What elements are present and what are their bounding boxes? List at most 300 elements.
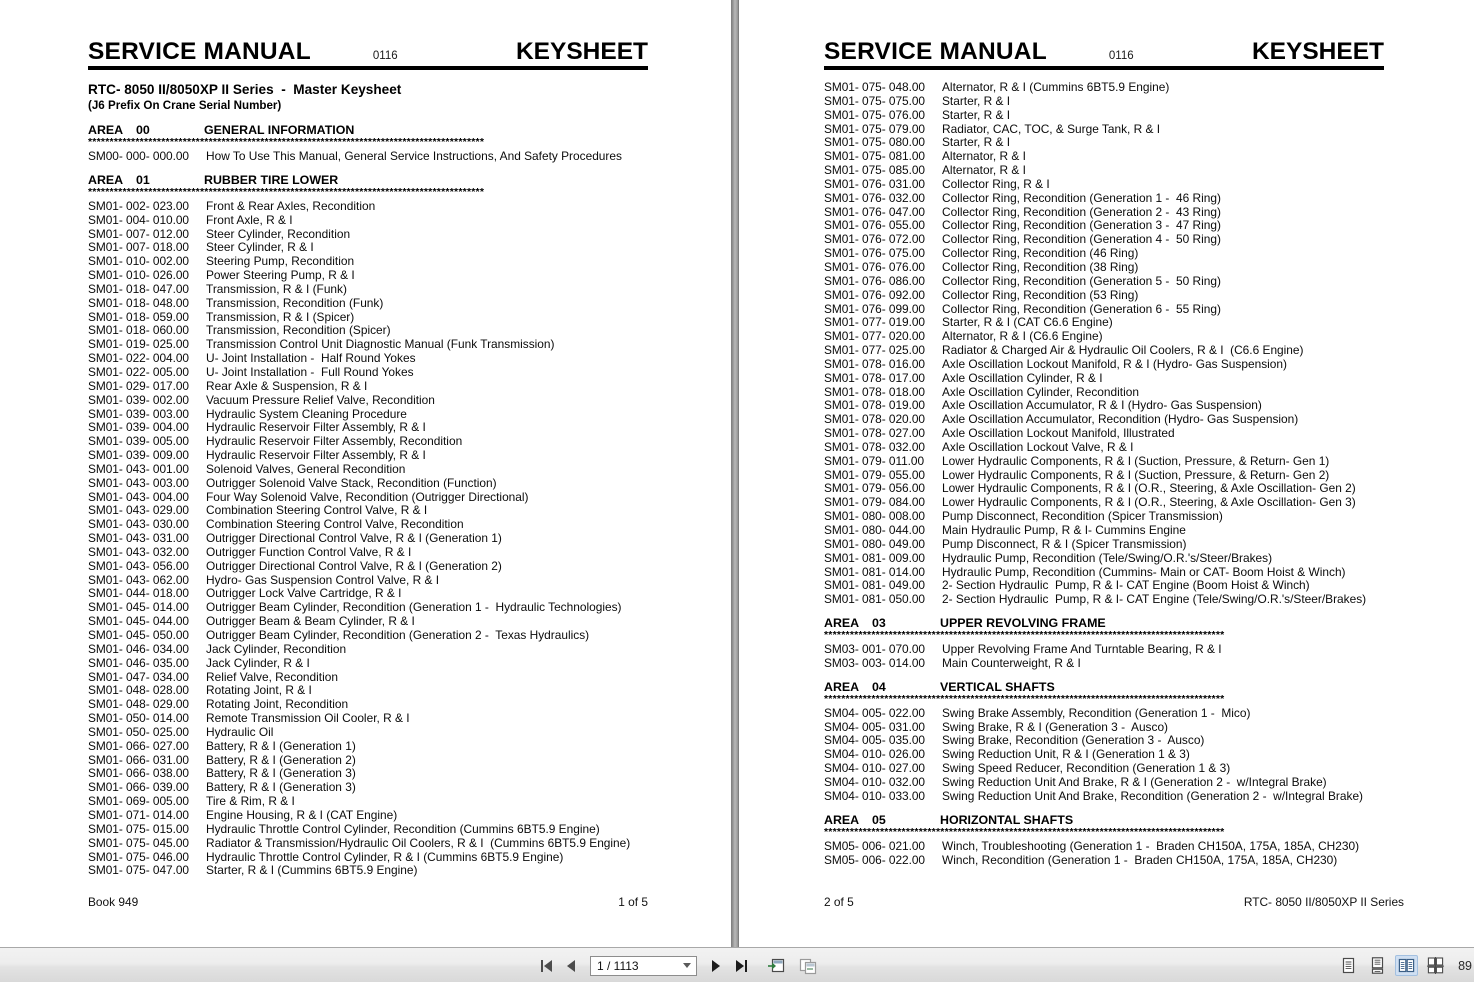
header-rule: [88, 66, 648, 70]
keysheet-entry: [88, 200, 648, 214]
entry-description: Main Counterweight, R & I: [942, 655, 1081, 670]
zoom-level-value[interactable]: 89: [1458, 958, 1472, 973]
entry-description: Collector Ring, Recondition (Generation 4 - 50 Ring): [942, 232, 1221, 247]
entry-code: SM01- 043- 056.00: [88, 558, 189, 573]
entry-code: SM01- 018- 047.00: [88, 281, 189, 296]
entry-code: SM01- 022- 004.00: [88, 351, 189, 366]
entry-code: SM04- 005- 022.00: [824, 705, 925, 720]
keysheet-entry: [824, 303, 1409, 317]
entry-description: Axle Oscillation Lockout Manifold, R & I (Hydro- Gas Suspension): [942, 356, 1287, 371]
area-heading: [824, 680, 1409, 695]
keysheet-entry: [824, 206, 1409, 220]
entry-description: Collector Ring, Recondition (Generation 1 - 46 Ring): [942, 190, 1221, 205]
entry-code: SM04- 010- 033.00: [824, 788, 925, 803]
two-page-continuous-view-icon: [1427, 957, 1444, 974]
keysheet-entry: [824, 109, 1409, 123]
keysheet-entry: [824, 441, 1409, 455]
entry-code: SM01- 045- 050.00: [88, 628, 189, 642]
entry-description: Battery, R & I (Generation 2): [206, 752, 356, 767]
entry-code: SM01- 078- 032.00: [824, 439, 925, 454]
single-page-view-button[interactable]: [1337, 955, 1360, 976]
header-doc-code: 0116: [1108, 50, 1134, 62]
page-2-footer: [824, 895, 1404, 909]
entry-code: SM01- 050- 014.00: [88, 711, 189, 726]
entry-code: SM04- 010- 032.00: [824, 774, 925, 789]
entry-code: SM01- 078- 027.00: [824, 426, 925, 441]
keysheet-entry: [824, 469, 1409, 483]
keysheet-entry: [88, 504, 648, 518]
entry-description: Hydraulic Throttle Control Cylinder, R & I (Cummins 6BT5.9 Engine): [206, 849, 564, 864]
entry-description: Jack Cylinder, Recondition: [206, 641, 347, 656]
entry-code: SM01- 039- 002.00: [88, 392, 189, 407]
entry-description: Transmission, Recondition (Funk): [206, 295, 384, 310]
entry-code: SM01- 071- 014.00: [88, 807, 189, 822]
header-doc-code: 0116: [372, 50, 398, 62]
page-1-footer: [88, 895, 648, 909]
keysheet-entry: [88, 491, 648, 505]
area-number: 05: [872, 812, 886, 827]
keysheet-entry: [88, 408, 648, 422]
header-title: SERVICE MANUAL: [824, 38, 1047, 65]
keysheet-entry: [824, 330, 1409, 344]
entry-code: SM01- 081- 009.00: [824, 550, 925, 565]
two-page-continuous-view-button[interactable]: [1424, 955, 1447, 976]
entry-description: Swing Reduction Unit And Brake, Recondition (Generation 2 - w/Integral Brake): [942, 788, 1364, 803]
keysheet-entry: [88, 643, 648, 657]
entry-description: Collector Ring, Recondition (53 Ring): [942, 287, 1139, 302]
previous-page-button[interactable]: [561, 955, 581, 977]
entry-description: Transmission, R & I (Spicer): [206, 309, 355, 324]
entry-code: SM01- 007- 012.00: [88, 226, 189, 241]
keysheet-entry: [88, 477, 648, 491]
entry-description: Swing Brake, Recondition (Generation 3 - Ausco): [942, 733, 1205, 748]
entry-description: Collector Ring, Recondition (Generation 6 - 55 Ring): [942, 301, 1221, 316]
entry-code: SM01- 080- 008.00: [824, 509, 925, 524]
entry-code: SM01- 046- 034.00: [88, 641, 189, 656]
entry-description: Rear Axle & Suspension, R & I: [206, 378, 368, 393]
keysheet-entry: [88, 394, 648, 408]
section-divider-stars: *********************************************************************************************: [824, 827, 1225, 838]
entry-description: Front & Rear Axles, Recondition: [206, 198, 376, 213]
area-name: VERTICAL SHAFTS: [940, 679, 1055, 694]
keysheet-entry: [824, 496, 1409, 510]
entry-code: SM01- 010- 002.00: [88, 254, 189, 269]
keysheet-entry: [824, 289, 1409, 303]
entry-code: SM01- 076- 099.00: [824, 301, 925, 316]
keysheet-entry: [88, 518, 648, 532]
area-heading: [88, 173, 648, 188]
header-title: SERVICE MANUAL: [88, 38, 311, 65]
keysheet-entry: [88, 214, 648, 228]
keysheet-entry: [88, 324, 648, 338]
keysheet-entry: [88, 297, 648, 311]
keysheet-entry: [88, 241, 648, 255]
area-number: 01: [136, 172, 150, 187]
footer-page-number: 1 of 5: [618, 895, 648, 909]
entry-code: SM01- 075- 075.00: [824, 93, 925, 108]
entry-description: Collector Ring, Recondition (38 Ring): [942, 259, 1139, 274]
entry-description: Tire & Rim, R & I: [206, 794, 295, 809]
entry-description: Starter, R & I (CAT C6.6 Engine): [942, 315, 1113, 330]
area-number: 03: [872, 616, 886, 631]
entry-description: Axle Oscillation Accumulator, R & I (Hydro- Gas Suspension): [942, 398, 1262, 413]
entry-description: Alternator, R & I (C6.6 Engine): [942, 329, 1103, 344]
page-navigation-group: [536, 948, 819, 982]
page-2-header: [824, 38, 1384, 66]
entry-description: Battery, R & I (Generation 1): [206, 738, 356, 753]
entry-description: Transmission, R & I (Funk): [206, 281, 347, 296]
entry-description: Hydraulic Reservoir Filter Assembly, R & I: [206, 448, 426, 463]
entry-description: Axle Oscillation Accumulator, Recondition (Hydro- Gas Suspension): [942, 412, 1299, 427]
entry-description: Lower Hydraulic Components, R & I (O.R., Steering, & Axle Oscillation- Gen 2): [942, 481, 1356, 496]
entry-description: 2- Section Hydraulic Pump, R & I- CAT Engine (Tele/Swing/O.R.'s/Steer/Brakes): [942, 592, 1367, 607]
keysheet-entry: [824, 643, 1409, 657]
entry-description: Rotating Joint, Recondition: [206, 697, 349, 712]
entry-description: Relief Valve, Recondition: [206, 669, 338, 684]
section-divider-stars: ********************************************************************************************: [88, 138, 485, 148]
entry-description: Hydro- Gas Suspension Control Valve, R & I: [206, 572, 440, 587]
section-divider-stars: *********************************************************************************************: [824, 631, 1225, 642]
keysheet-entry: [824, 123, 1409, 137]
single-page-view-icon: [1340, 957, 1357, 974]
entry-code: SM01- 077- 020.00: [824, 329, 925, 344]
page-1-model-line: RTC- 8050 II/8050XP II Series - Master Keysheet: [88, 82, 402, 97]
entry-description: Collector Ring, R & I: [942, 176, 1050, 191]
keysheet-entry: [824, 233, 1409, 247]
entry-description: Hydraulic System Cleaning Procedure: [206, 406, 407, 421]
keysheet-entry: [88, 657, 648, 671]
entry-code: SM01- 043- 031.00: [88, 531, 189, 546]
entry-code: SM05- 006- 022.00: [824, 852, 925, 867]
entry-code: SM01- 075- 045.00: [88, 835, 189, 850]
keysheet-entry: [824, 386, 1409, 400]
keysheet-entry: [824, 538, 1409, 552]
area-name: RUBBER TIRE LOWER: [204, 172, 339, 187]
footer-series-label: RTC- 8050 II/8050XP II Series: [1243, 895, 1404, 909]
area-heading: [824, 616, 1409, 631]
document-page-2[interactable]: [739, 0, 1474, 947]
keysheet-entry: [824, 344, 1409, 358]
entry-code: SM01- 043- 062.00: [88, 572, 189, 587]
area-word: AREA: [88, 172, 124, 187]
entry-description: Engine Housing, R & I (CAT Engine): [206, 807, 398, 822]
duplicate-view-button[interactable]: [797, 956, 819, 976]
entry-code: SM01- 076- 092.00: [824, 287, 925, 302]
entry-code: SM04- 010- 027.00: [824, 761, 925, 776]
entry-description: Front Axle, R & I: [206, 212, 293, 227]
entry-description: Axle Oscillation Cylinder, R & I: [942, 370, 1103, 385]
entry-code: SM01- 029- 017.00: [88, 378, 189, 393]
keysheet-entry: [88, 671, 648, 685]
keysheet-entry: [824, 275, 1409, 289]
keysheet-entry: [824, 95, 1409, 109]
page-1-content: [88, 123, 648, 878]
keysheet-entry: [824, 81, 1409, 95]
keysheet-entry: [88, 546, 648, 560]
keysheet-entry: [88, 435, 648, 449]
entry-code: SM03- 003- 014.00: [824, 655, 925, 670]
keysheet-entry: [824, 657, 1409, 671]
next-page-button[interactable]: [706, 955, 726, 977]
entry-code: SM01- 007- 018.00: [88, 240, 189, 255]
entry-code: SM01- 018- 059.00: [88, 309, 189, 324]
keysheet-entry: [824, 593, 1409, 607]
entry-description: Starter, R & I: [942, 93, 1011, 108]
keysheet-entry: [824, 427, 1409, 441]
entry-code: SM01- 043- 029.00: [88, 503, 189, 518]
area-name: GENERAL INFORMATION: [204, 123, 355, 137]
entry-code: SM01- 069- 005.00: [88, 794, 189, 809]
entry-description: Outrigger Directional Control Valve, R & I (Generation 2): [206, 558, 502, 573]
entry-code: SM01- 039- 005.00: [88, 434, 189, 449]
entry-code: SM01- 079- 011.00: [824, 453, 925, 468]
keysheet-entry-list: [824, 707, 1409, 804]
entry-description: Axle Oscillation Lockout Valve, R & I: [942, 439, 1134, 454]
area-word: AREA: [824, 616, 860, 631]
entry-description: Alternator, R & I: [942, 149, 1026, 164]
entry-description: Hydraulic Reservoir Filter Assembly, Recondition: [206, 434, 463, 449]
keysheet-entry: [88, 629, 648, 643]
entry-code: SM01- 077- 025.00: [824, 343, 925, 358]
entry-code: SM01- 018- 048.00: [88, 295, 189, 310]
keysheet-entry: [88, 712, 648, 726]
entry-code: SM01- 043- 030.00: [88, 517, 189, 532]
keysheet-entry: [88, 837, 648, 851]
entry-code: SM01- 076- 086.00: [824, 273, 925, 288]
keysheet-entry: [824, 482, 1409, 496]
entry-code: SM01- 043- 003.00: [88, 475, 189, 490]
keysheet-entry: [824, 840, 1409, 854]
first-page-icon: [541, 960, 552, 972]
continuous-scroll-view-button[interactable]: [1366, 955, 1389, 976]
area-number: 04: [872, 679, 886, 694]
entry-description: Swing Reduction Unit And Brake, R & I (Generation 2 - w/Integral Brake): [942, 774, 1327, 789]
area-heading: [88, 123, 648, 138]
entry-description: Hydraulic Reservoir Filter Assembly, R & I: [206, 420, 426, 435]
keysheet-entry: [824, 372, 1409, 386]
entry-description: Transmission, Recondition (Spicer): [206, 323, 391, 338]
entry-code: SM01- 010- 026.00: [88, 268, 189, 283]
footer-page-number: 2 of 5: [824, 895, 854, 909]
entry-description: Battery, R & I (Generation 3): [206, 766, 356, 781]
keysheet-entry: [88, 601, 648, 615]
entry-code: SM04- 005- 035.00: [824, 733, 925, 748]
keysheet-entry: [824, 261, 1409, 275]
entry-description: Axle Oscillation Lockout Manifold, Illustrated: [942, 426, 1175, 441]
entry-description: Vacuum Pressure Relief Valve, Recondition: [206, 392, 435, 407]
entry-code: SM01- 078- 018.00: [824, 384, 925, 399]
entry-description: Swing Reduction Unit, R & I (Generation 1 & 3): [942, 747, 1190, 762]
keysheet-entry: [88, 754, 648, 768]
entry-description: Starter, R & I (Cummins 6BT5.9 Engine): [206, 863, 418, 878]
entry-description: Axle Oscillation Cylinder, Recondition: [942, 384, 1139, 399]
entry-code: SM01- 078- 019.00: [824, 398, 925, 413]
keysheet-entry: [88, 366, 648, 380]
entry-code: SM01- 075- 085.00: [824, 163, 925, 178]
entry-code: SM00- 000- 000.00: [88, 149, 189, 163]
keysheet-entry: [824, 455, 1409, 469]
entry-description: Hydraulic Throttle Control Cylinder, Recondition (Cummins 6BT5.9 Engine): [206, 821, 600, 836]
entry-code: SM01- 066- 039.00: [88, 780, 189, 795]
keysheet-entry: [88, 698, 648, 712]
document-page-1[interactable]: [0, 0, 731, 947]
entry-description: Solenoid Valves, General Recondition: [206, 461, 406, 476]
entry-code: SM01- 081- 014.00: [824, 564, 925, 579]
entry-code: SM01- 079- 056.00: [824, 481, 925, 496]
entry-description: Lower Hydraulic Components, R & I (Suction, Pressure, & Return- Gen 2): [942, 467, 1330, 482]
entry-code: SM01- 080- 049.00: [824, 536, 925, 551]
two-page-view-button[interactable]: [1395, 955, 1418, 976]
entry-description: Lower Hydraulic Components, R & I (O.R., Steering, & Axle Oscillation- Gen 3): [942, 495, 1356, 510]
page-1-serial-note: (J6 Prefix On Crane Serial Number): [88, 99, 282, 112]
entry-code: SM01- 075- 048.00: [824, 80, 925, 94]
keysheet-entry: [88, 352, 648, 366]
area-name: HORIZONTAL SHAFTS: [940, 812, 1074, 827]
area-word: AREA: [824, 812, 860, 827]
entry-description: U- Joint Installation - Full Round Yokes: [206, 364, 414, 379]
header-keysheet-label: KEYSHEET: [515, 38, 648, 65]
keysheet-entry: [824, 790, 1409, 804]
entry-description: Outrigger Function Control Valve, R & I: [206, 544, 412, 559]
entry-description: Outrigger Beam Cylinder, Recondition (Generation 2 - Texas Hydraulics): [206, 628, 590, 642]
area-number: 00: [136, 123, 150, 137]
entry-description: Alternator, R & I (Cummins 6BT5.9 Engine): [942, 80, 1170, 94]
keysheet-entry: [824, 748, 1409, 762]
keysheet-entry: [824, 721, 1409, 735]
keysheet-entry: [88, 795, 648, 809]
open-in-new-window-button[interactable]: [766, 956, 788, 976]
entry-description: Radiator, CAC, TOC, & Surge Tank, R & I: [942, 121, 1161, 136]
entry-description: U- Joint Installation - Half Round Yokes: [206, 351, 416, 366]
entry-code: SM01- 078- 016.00: [824, 356, 925, 371]
entry-description: Radiator & Charged Air & Hydraulic Oil Coolers, R & I (C6.6 Engine): [942, 343, 1304, 358]
entry-code: SM01- 078- 017.00: [824, 370, 925, 385]
entry-description: Power Steering Pump, R & I: [206, 268, 355, 283]
entry-code: SM01- 039- 004.00: [88, 420, 189, 435]
keysheet-entry: [88, 560, 648, 574]
keysheet-entry: [88, 823, 648, 837]
next-page-icon: [712, 960, 720, 972]
entry-code: SM01- 044- 018.00: [88, 586, 189, 601]
area-name: UPPER REVOLVING FRAME: [940, 616, 1106, 631]
entry-description: Hydraulic Pump, Recondition (Cummins- Main or CAT- Boom Hoist & Winch): [942, 564, 1346, 579]
keysheet-entry-list: [824, 840, 1409, 868]
entry-code: SM01- 048- 029.00: [88, 697, 189, 712]
view-mode-group: [1334, 948, 1474, 982]
page-number-input[interactable]: [597, 959, 683, 973]
entry-code: SM01- 050- 025.00: [88, 724, 189, 739]
entry-code: SM01- 075- 081.00: [824, 149, 925, 164]
keysheet-entry: [824, 510, 1409, 524]
entry-code: SM01- 066- 038.00: [88, 766, 189, 781]
footer-book-number: Book 949: [88, 895, 139, 909]
keysheet-entry: [88, 574, 648, 588]
entry-code: SM01- 039- 003.00: [88, 406, 189, 421]
keysheet-entry-list: [824, 81, 1409, 607]
entry-code: SM01- 081- 050.00: [824, 592, 925, 607]
entry-code: SM01- 043- 032.00: [88, 544, 189, 559]
entry-description: Outrigger Directional Control Valve, R & I (Generation 1): [206, 531, 502, 546]
entry-code: SM01- 076- 076.00: [824, 259, 925, 274]
entry-code: SM01- 076- 031.00: [824, 176, 925, 191]
keysheet-entry: [88, 283, 648, 297]
entry-description: Combination Steering Control Valve, R & I: [206, 503, 428, 518]
keysheet-entry: [88, 615, 648, 629]
keysheet-entry: [824, 316, 1409, 330]
keysheet-entry: [88, 338, 648, 352]
entry-description: Collector Ring, Recondition (46 Ring): [942, 246, 1139, 261]
entry-description: Steer Cylinder, Recondition: [206, 226, 351, 241]
keysheet-entry: [88, 150, 648, 164]
last-page-icon: [736, 960, 747, 972]
keysheet-entry: [824, 178, 1409, 192]
entry-code: SM01- 019- 025.00: [88, 337, 189, 352]
keysheet-entry: [824, 854, 1409, 868]
entry-code: SM01- 079- 055.00: [824, 467, 925, 482]
entry-description: Winch, Recondition (Generation 1 - Braden CH150A, 175A, 185A, CH230): [942, 852, 1338, 867]
page-number-field[interactable]: [590, 956, 697, 976]
entry-description: Hydraulic Pump, Recondition (Tele/Swing/O.R.'s/Steer/Brakes): [942, 550, 1273, 565]
entry-description: Steering Pump, Recondition: [206, 254, 355, 269]
entry-code: SM01- 018- 060.00: [88, 323, 189, 338]
page-2-content: [824, 81, 1409, 867]
keysheet-entry: [88, 851, 648, 865]
entry-description: Collector Ring, Recondition (Generation 2 - 43 Ring): [942, 204, 1221, 219]
keysheet-entry: [88, 311, 648, 325]
keysheet-entry: [824, 219, 1409, 233]
entry-code: SM01- 047- 034.00: [88, 669, 189, 684]
header-keysheet-label: KEYSHEET: [1251, 38, 1384, 65]
entry-description: How To Use This Manual, General Service Instructions, And Safety Procedures: [206, 149, 622, 163]
viewer-toolbar: [0, 947, 1474, 982]
section-divider-stars: *********************************************************************************************: [824, 694, 1225, 705]
entry-code: SM01- 076- 075.00: [824, 246, 925, 261]
area-heading: [824, 813, 1409, 828]
keysheet-entry: [88, 726, 648, 740]
area-word: AREA: [824, 679, 860, 694]
keysheet-entry: [824, 164, 1409, 178]
entry-description: Steer Cylinder, R & I: [206, 240, 314, 255]
entry-code: SM01- 078- 020.00: [824, 412, 925, 427]
entry-description: Outrigger Beam & Beam Cylinder, R & I: [206, 614, 415, 629]
entry-code: SM04- 010- 026.00: [824, 747, 925, 762]
keysheet-entry: [88, 740, 648, 754]
entry-description: Jack Cylinder, R & I: [206, 655, 310, 670]
entry-code: SM01- 076- 055.00: [824, 218, 925, 233]
header-rule: [824, 66, 1384, 70]
entry-code: SM01- 048- 028.00: [88, 683, 189, 698]
keysheet-entry: [824, 524, 1409, 538]
keysheet-entry: [88, 587, 648, 601]
entry-description: Four Way Solenoid Valve, Recondition (Outrigger Directional): [206, 489, 529, 504]
entry-code: SM01- 075- 079.00: [824, 121, 925, 136]
entry-code: SM01- 043- 004.00: [88, 489, 189, 504]
keysheet-entry: [824, 399, 1409, 413]
entry-code: SM01- 081- 049.00: [824, 578, 925, 593]
entry-description: Remote Transmission Oil Cooler, R & I: [206, 711, 410, 726]
keysheet-entry: [824, 192, 1409, 206]
keysheet-entry: [88, 684, 648, 698]
section-divider-stars: ********************************************************************************************: [88, 187, 485, 198]
chevron-down-icon[interactable]: [683, 963, 691, 968]
entry-description: Starter, R & I: [942, 135, 1011, 150]
keysheet-entry: [824, 247, 1409, 261]
entry-description: Pump Disconnect, R & I (Spicer Transmission): [942, 536, 1187, 551]
entry-code: SM01- 002- 023.00: [88, 198, 189, 213]
entry-description: Alternator, R & I: [942, 163, 1026, 178]
last-page-button[interactable]: [731, 955, 751, 977]
first-page-button[interactable]: [536, 955, 556, 977]
